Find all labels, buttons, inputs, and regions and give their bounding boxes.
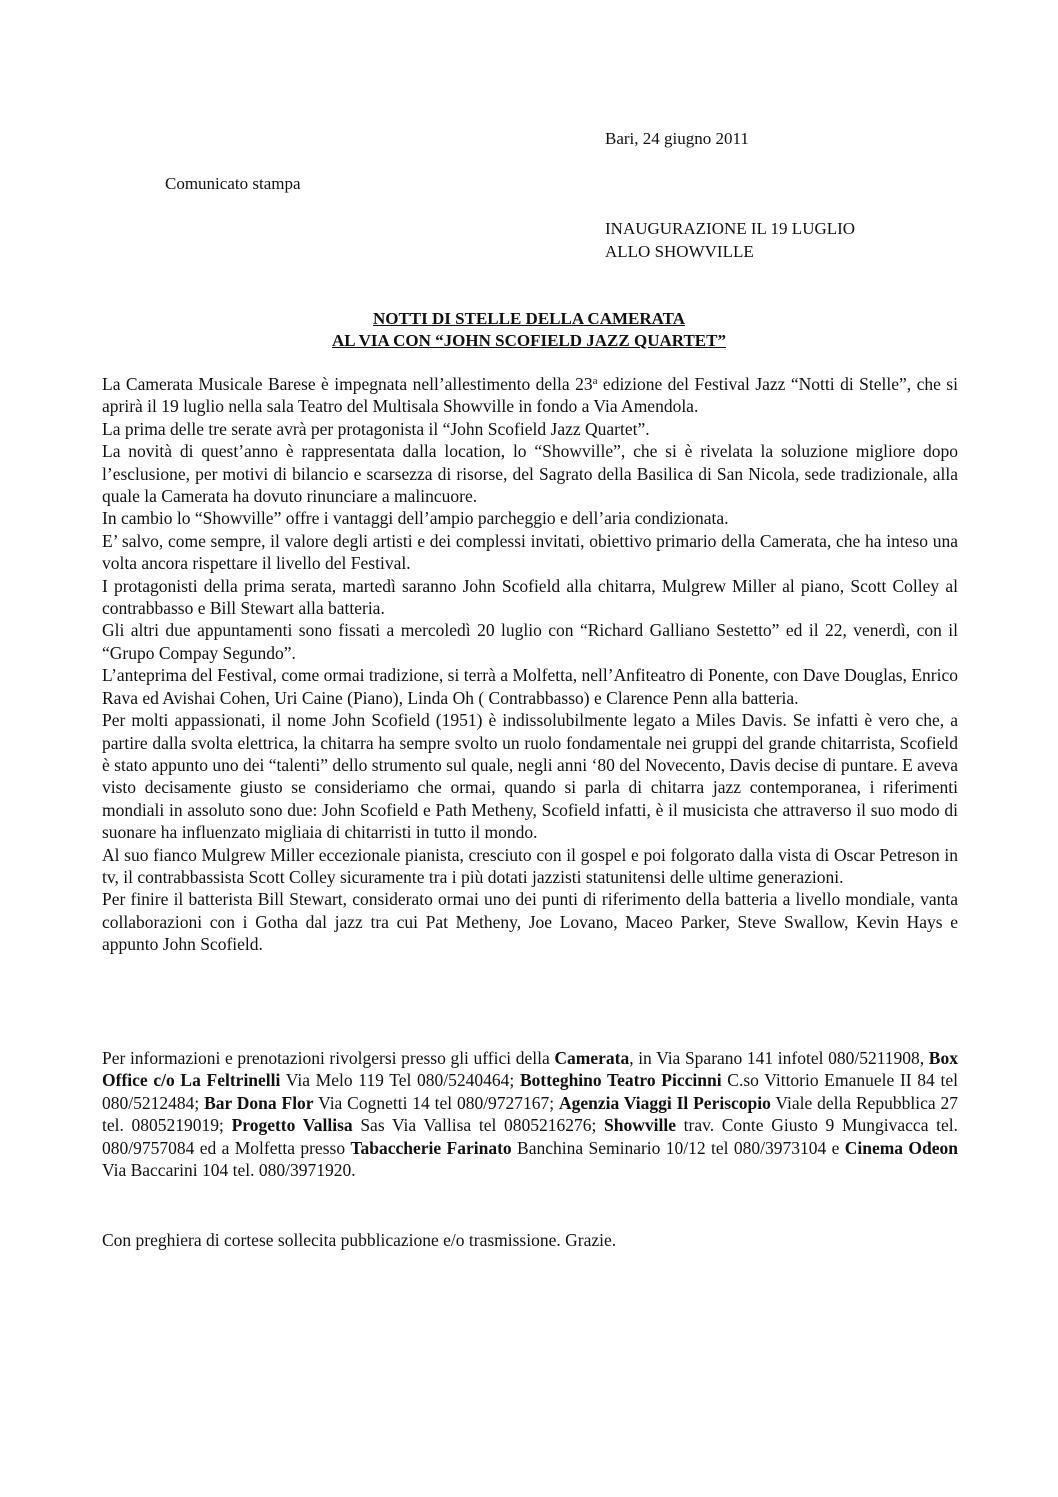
venue-box-office: Box Office c/o La Feltrinelli xyxy=(102,1048,958,1091)
paragraph-stewart: Per finire il batterista Bill Stewart, considerato ormai uno dei punti di riferimento della batteria a livello mondiale, vanta collaborazioni con i Gotha dal jazz tra cui Pat Metheny, Joe Lovano, Maceo Parker, Steve Swallow, Kevin Hays e appunto John Scofield. xyxy=(102,889,958,955)
venue-camerata: Camerata xyxy=(554,1048,630,1068)
closing-request: Con preghiera di cortese sollecita pubblicazione e/o trasmissione. Grazie. xyxy=(102,1230,617,1250)
document-type-label: Comunicato stampa xyxy=(165,174,301,193)
venue-vallisa: Progetto Vallisa xyxy=(231,1115,353,1136)
venue-periscopio: Agenzia Viaggi Il Periscopio xyxy=(559,1092,771,1113)
announcement-line-2: ALLO SHOWVILLE xyxy=(605,241,754,261)
announcement-headline xyxy=(605,218,855,263)
venue-botteghino: Botteghino Teatro Piccinni xyxy=(519,1070,722,1091)
announcement-line-1: INAUGURAZIONE IL 19 LUGLIO xyxy=(605,219,856,238)
paragraph-other-dates: Gli altri due appuntamenti sono fissati a mercoledì 20 luglio con “Richard Galliano Sestetto” ed il 22, venerdì, con il “Grupo Compay Segundo”. xyxy=(102,620,958,663)
paragraph-showville-benefits: In cambio lo “Showville” offre i vantaggi dell’ampio parcheggio e dell’aria condizionata. xyxy=(102,508,729,529)
press-release-title xyxy=(100,308,958,352)
paragraph-festival-intro: La Camerata Musicale Barese è impegnata nell’allestimento della 23$^a$ edizione del Festival Jazz “Notti di Stelle”, che si aprirà il 19 luglio nella sala Teatro del Multisala Showville in fondo a Via Amendola. xyxy=(102,374,958,417)
document-date: Bari, 24 giugno 2011 xyxy=(605,129,749,148)
venue-bar-dona-flor: Bar Dona Flor xyxy=(204,1092,314,1113)
paragraph-scofield: Per molti appassionati, il nome John Scofield (1951) è indissolubilmente legato a Miles Davis. Se infatti è vero che, a partire dalla svolta elettrica, la chitarra ha sempre svolto un ruolo fondamentale nei gruppi del grande chitarrista, Scofield è stato appunto uno dei “talenti” dello strumento sul quale, negli anni ‘80 del Novecento, Davis decise di puntare. E aveva visto decisamente giusto se consideriamo che ormai, quando si parla di chitarra jazz contemporanea, i riferimenti mondiali in assoluto sono due: John Scofield e Path Metheny, Scofield infatti, è il musicista che attraverso il suo modo di suonare ha influenzato migliaia di chitarristi in tutto il mondo. xyxy=(102,710,958,843)
paragraph-first-evening: La prima delle tre serate avrà per protagonista il “John Scofield Jazz Quartet”. xyxy=(102,418,650,439)
paragraph-preview-molfetta: L’anteprima del Festival, come ormai tradizione, si terrà a Molfetta, nell’Anfiteatro di Ponente, con Dave Douglas, Enrico Rava ed Avishai Cohen, Uri Caine (Piano), Linda Oh ( Contrabbasso) e Clarence Penn alla batteria. xyxy=(102,665,958,708)
title-line-1: NOTTI DI STELLE DELLA CAMERATA xyxy=(372,309,686,328)
paragraph-lineup: I protagonisti della prima serata, martedì saranno John Scofield alla chitarra, Mulgrew Miller al piano, Scott Colley al contrabbasso e Bill Stewart alla batteria. xyxy=(102,575,958,619)
venue-farinato: Tabaccherie Farinato xyxy=(350,1137,512,1158)
venue-cinema-odeon: Cinema Odeon xyxy=(844,1137,959,1158)
paragraph-location: La novità di quest’anno è rappresentata dalla location, lo “Showville”, che si è rivelata la soluzione migliore dopo l’esclusione, per motivi di bilancio e scarsezza di risorse, del Sagrato della Basilica di San Nicola, sede tradizionale, alla quale la Camerata ha dovuto rinunciare a malincuore. xyxy=(102,441,958,507)
paragraph-miller-colley: Al suo fianco Mulgrew Miller eccezionale pianista, cresciuto con il gospel e poi folgorato dalla vista di Oscar Petreson in tv, il contrabbassista Scott Colley sicuramente tra i più dotati jazzisti statunitensi delle ultime generazioni. xyxy=(102,844,958,887)
ticket-info: Per informazioni e prenotazioni rivolgersi presso gli uffici della Camerata, in Via Sparano 141 infotel 080/5211908, Box Office c/o La Feltrinelli Via Melo 119 Tel 080/5240464; Botteghino Teatro Piccinni C.so Vittorio Emanuele II 84 tel 080/5212484; Bar Dona Flor Via Cognetti 14 tel 080/9727167; Agenzia Viaggi Il Periscopio Viale della Repubblica 27 tel. 0805219019; Progetto Vallisa Sas Via Vallisa tel 0805216276; Showville trav. Conte Giusto 9 Mungivacca tel. 080/9757084 ed a Molfetta presso Tabaccherie Farinato Banchina Seminario 10/12 tel 080/3973104 e Cinema Odeon Via Baccarini 104 tel. 080/3971920. xyxy=(102,1048,959,1181)
title-line-2: AL VIA CON “JOHN SCOFIELD JAZZ QUARTET” xyxy=(332,331,726,350)
venue-showville: Showville xyxy=(604,1115,676,1136)
article-body xyxy=(102,373,958,956)
paragraph-artists-value: E’ salvo, come sempre, il valore degli artisti e dei complessi invitati, obiettivo primario della Camerata, che ha inteso una volta ancora rispettare il livello del Festival. xyxy=(102,530,958,574)
ordinal-superscript: a xyxy=(592,375,598,387)
